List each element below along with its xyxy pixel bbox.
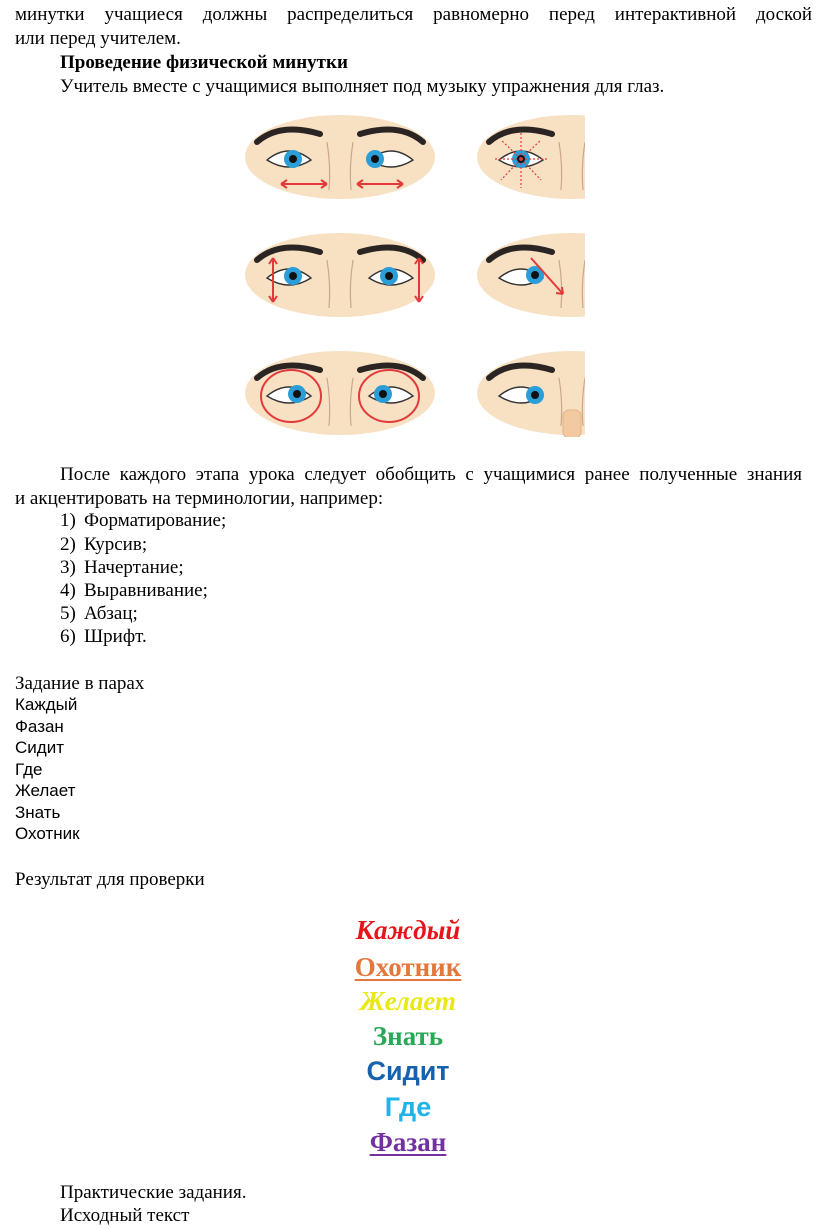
list-item: 1) Форматирование; [60, 510, 227, 531]
result-title: Результат для проверки [15, 869, 205, 890]
intro-line-2: или перед учителем. [15, 28, 181, 49]
list-item: Фазан [15, 717, 64, 736]
face-up-down [245, 233, 435, 317]
eye-exercise-illustration [245, 112, 585, 437]
list-item: Сидит [15, 738, 64, 757]
list-item: Желает [15, 781, 76, 800]
practice-subtitle: Исходный текст [60, 1205, 190, 1226]
pairs-title: Задание в парах [15, 673, 145, 694]
list-item: Где [15, 760, 43, 779]
list-item: 3) Начертание; [60, 557, 184, 578]
intro-line-1: минутки учащиеся должны распределиться равномерно перед интерактивной доской [15, 4, 812, 25]
intro-text: Учитель вместе с учащимися выполняет под музыку упражнения для глаз. [60, 76, 665, 97]
list-item: 5) Абзац; [60, 603, 138, 624]
list-item: Охотник [15, 824, 80, 843]
summary-line-2: и акцентировать на терминологии, например: [15, 488, 384, 509]
result-word-2: Желает [359, 986, 457, 1016]
face-diagonal [477, 233, 585, 317]
list-item: 4) Выравнивание; [60, 580, 208, 601]
result-word-1: Охотник [354, 952, 462, 982]
list-item: 2) Курсив; [60, 534, 148, 555]
section-heading: Проведение физической минутки [60, 52, 348, 73]
list-item: 6) Шрифт. [60, 626, 147, 647]
result-word-6: Фазан [369, 1127, 447, 1157]
list-item: Знать [15, 803, 61, 822]
face-left-right [245, 115, 435, 199]
result-word-5: Где [384, 1092, 432, 1122]
list-item: Каждый [15, 695, 78, 714]
practice-title: Практические задания. [60, 1182, 247, 1203]
face-nose-focus [477, 351, 585, 437]
face-circular [245, 351, 435, 435]
face-radial [477, 115, 585, 199]
summary-line-1: После каждого этапа урока следует обобщить с учащимися ранее полученные знания [60, 464, 802, 485]
result-word-3: Знать [372, 1021, 444, 1051]
result-word-4: Сидит [366, 1056, 450, 1086]
result-word-0: Каждый [355, 915, 461, 945]
